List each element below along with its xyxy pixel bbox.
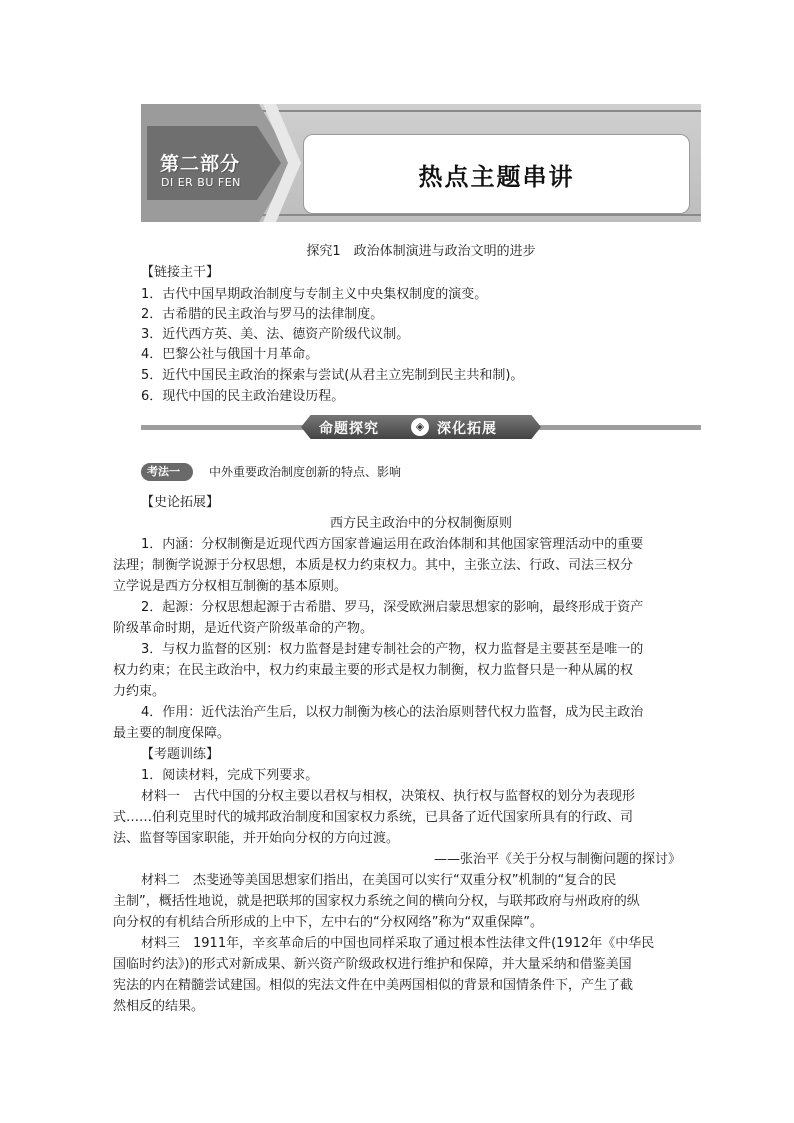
article-line: 最主要的制度保障。 [113, 726, 231, 741]
link-item: 1．古代中国早期政治制度与专制主义中央集权制度的演变。 [141, 287, 488, 302]
article-line: 法理；制衡学说源于分权思想，本质是权力约束权力。其中，主张立法、行政、司法三权分 [113, 558, 634, 573]
part-pinyin: DI ER BU FEN [161, 176, 241, 189]
article-line: 权力约束；在民主政治中，权力约束最主要的形式是权力制衡，权力监督只是一种从属的权 [113, 663, 634, 678]
page-title: 热点主题串讲 [418, 163, 575, 191]
material-line: 材料三 1911年，辛亥革命后的中国也同样采取了通过根本性法律文件(1912年《中华民 [141, 936, 655, 951]
material-line: 国临时约法》)的形式对新成果、新兴资产阶级政权进行维护和保障，并大量采纳和借鉴美国 [113, 957, 632, 972]
link-item: 4．巴黎公社与俄国十月革命。 [141, 347, 319, 362]
material-line: 主制”，概括性地说，就是把联邦的国家权力系统之间的横向分权，与联邦政府与州政府的纵 [113, 894, 640, 909]
material-line: 材料一 古代中国的分权主要以君权与相权，决策权、执行权与监督权的划分为表现形 [141, 789, 636, 804]
material-line: 式……伯利克里时代的城邦政治制度和国家权力系统，已具备了近代国家所具有的行政、司 [113, 810, 634, 825]
material-line: 然相反的结果。 [113, 999, 205, 1014]
material-line: 宪法的内在精髓尝试建国。相似的宪法文件在中美两国相似的背景和国情条件下，产生了截 [113, 978, 634, 993]
inquiry-title: 探究1 政治体制演进与政治文明的进步 [306, 244, 536, 259]
title-box [303, 134, 690, 214]
article-line: 4．作用：近代法治产生后，以权力制衡为核心的法治原则替代权力监督，成为民主政治 [141, 705, 644, 720]
material-line: 法、监督等国家职能，并开始向分权的方向过渡。 [113, 831, 400, 846]
link-item: 6．现代中国的民主政治建设历程。 [141, 389, 345, 404]
section-right-label: 深化拓展 [437, 421, 497, 437]
article-title: 西方民主政治中的分权制衡原则 [329, 516, 512, 531]
history-heading: 【史论拓展】 [141, 495, 220, 510]
part-label: 第二部分 [160, 153, 241, 175]
link-item: 3．近代西方英、美、法、德资产阶级代议制。 [141, 327, 410, 342]
article-line: 2．起源：分权思想起源于古希腊、罗马，深受欧洲启蒙思想家的影响，最终形成于资产 [141, 600, 644, 615]
kaofa-badge: 考法一 [141, 463, 193, 481]
article-line: 力约束。 [113, 684, 166, 699]
material-source: ——张治平《关于分权与制衡问题的探讨》 [433, 852, 681, 867]
article-line: 3．与权力监督的区别：权力监督是封建专制社会的产物，权力监督是主要甚至是唯一的 [141, 642, 644, 657]
link-item: 5．近代中国民主政治的探索与尝试(从君主立宪制到民主共和制)。 [141, 368, 524, 383]
article-line: 立学说是西方分权相互制衡的基本原则。 [113, 579, 348, 594]
kaofa-text: 中外重要政治制度创新的特点、影响 [209, 465, 402, 479]
article-line: 阶级革命时期，是近代资产阶级革命的产物。 [113, 621, 374, 636]
circle-emblem-icon: ◈ [411, 418, 429, 436]
link-heading: 【链接主干】 [141, 265, 220, 280]
section-left-label: 命题探究 [319, 421, 379, 437]
section-bar [141, 415, 701, 439]
material-line: 材料二 杰斐逊等美国思想家们指出，在美国可以实行“双重分权”机制的“复合的民 [141, 873, 617, 888]
article-line: 1．内涵：分权制衡是近现代西方国家普遍运用在政治体制和其他国家管理活动中的重要 [141, 537, 644, 552]
link-item: 2．古希腊的民主政治与罗马的法律制度。 [141, 307, 384, 322]
header-banner [141, 104, 701, 222]
question-intro: 1．阅读材料，完成下列要求。 [141, 768, 319, 783]
training-heading: 【考题训练】 [141, 747, 220, 762]
material-line: 向分权的有机结合所形成的上中下，左中右的“分权网络”称为“双重保障”。 [113, 915, 543, 930]
